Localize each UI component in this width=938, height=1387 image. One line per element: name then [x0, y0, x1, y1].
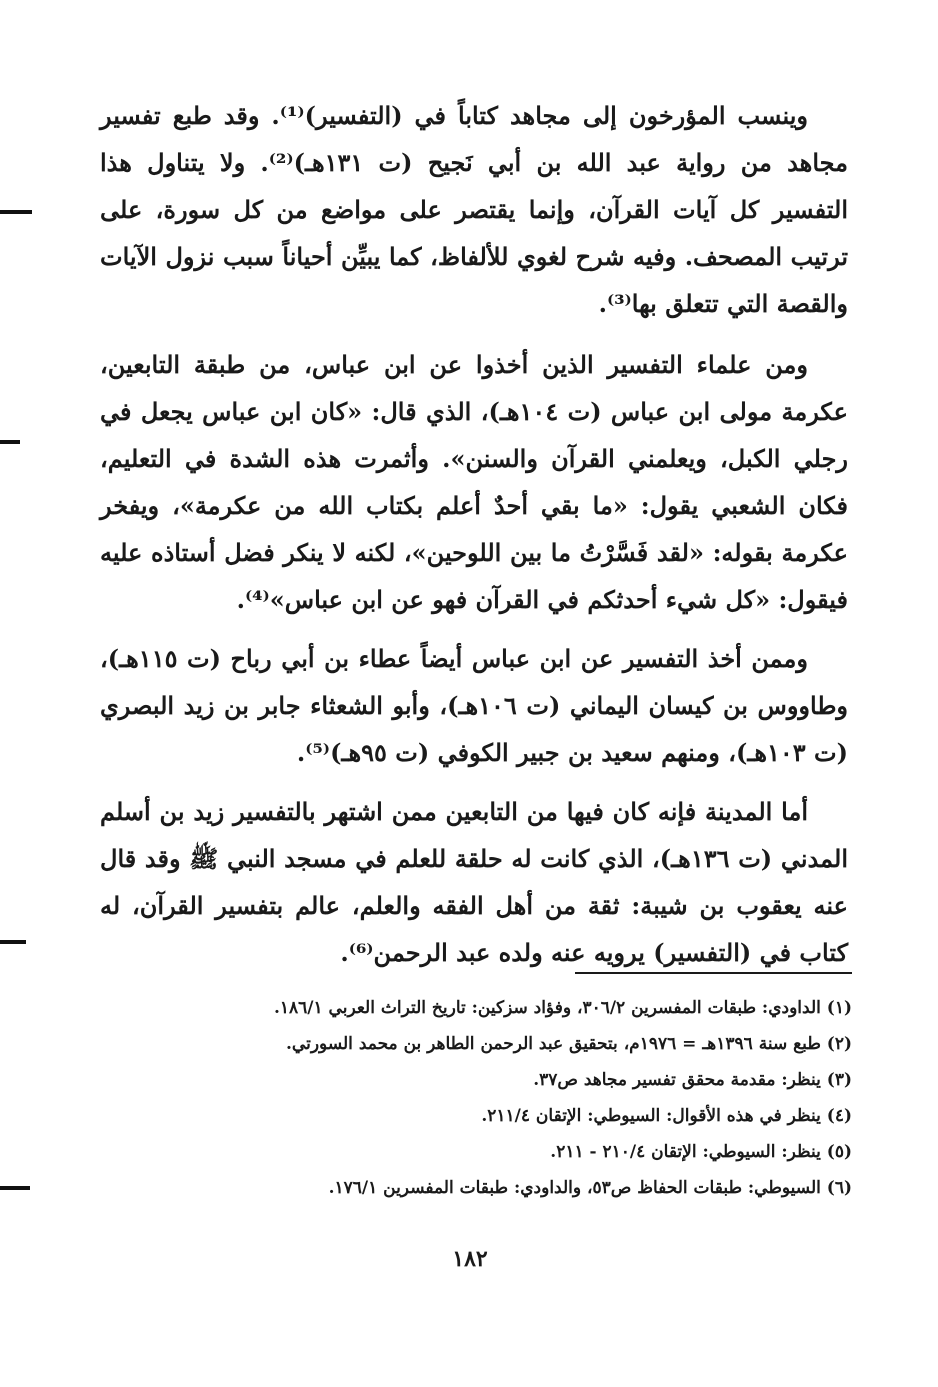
footnote-2: (٢) طبع سنة ١٣٩٦هـ = ١٩٧٦م، بتحقيق عبد الرحمن الطاهر بن محمد السورتي.: [286, 1034, 852, 1054]
page-number: ١٨٢: [452, 1246, 488, 1272]
paragraph-3: وممن أخذ التفسير عن ابن عباس أيضاً عطاء بن أبي رباح (ت ١١٥هـ)، وطاووس بن كيسان اليماني (ت ١٠٦هـ)، وأبو الشعثاء جابر بن زيد البصري (ت ١٠٣هـ)، ومنهم سعيد بن جبير الكوفي (ت ٩٥هـ)⁽⁵⁾.: [100, 644, 849, 767]
paragraph-2: ومن علماء التفسير الذين أخذوا عن ابن عباس، من طبقة التابعين، عكرمة مولى ابن عباس (ت ١٠٤هـ)، الذي قال: «كان ابن عباس يجعل في رجلي الكبل، ويعلمني القرآن والسنن». وأثمرت هذه الشدة في التعليم، فكان الشعبي يقول: «ما بقي أحدٌ أعلم بكتاب الله من عكرمة»، ويفخر عكرمة بقوله: «لقد فَسَّرْتُ ما بين اللوحين»، لكنه لا ينكر فضل أستاذه عليه فيقول: «كل شيء أحدثكم في القرآن فهو عن ابن عباس»⁽⁴⁾.: [100, 350, 849, 614]
footnotes: [140, 990, 852, 1206]
footnote-4: (٤) ينظر في هذه الأقوال: السيوطي: الإتقان ٢١١/٤.: [481, 1106, 852, 1126]
margin-mark: [0, 1186, 30, 1190]
footnote-divider: [575, 972, 852, 974]
footnote-3: (٣) ينظر: مقدمة محقق تفسير مجاهد ص٣٧.: [533, 1070, 852, 1090]
margin-mark: [0, 440, 20, 444]
footnote-6: (٦) السيوطي: طبقات الحفاظ ص٥٣، والداودي: طبقات المفسرين ١٧٦/١.: [328, 1178, 852, 1198]
body-text: [100, 92, 848, 988]
margin-mark: [0, 210, 32, 214]
paragraph-4: أما المدينة فإنه كان فيها من التابعين ممن اشتهر بالتفسير زيد بن أسلم المدني (ت ١٣٦هـ)، الذي كانت له حلقة للعلم في مسجد النبي ﷺ وقد قال عنه يعقوب بن شيبة: ثقة من أهل الفقه والعلم، عالم بتفسير القرآن، له كتاب في (التفسير) يرويه عنه ولده عبد الرحمن⁽⁶⁾.: [100, 797, 849, 967]
paragraph-1: وينسب المؤرخون إلى مجاهد كتاباً في (التفسير)⁽¹⁾. وقد طبع تفسير مجاهد من رواية عبد الله بن أبي نَجيح (ت ١٣١هـ)⁽²⁾. ولا يتناول هذا التفسير كل آيات القرآن، وإنما يقتصر على مواضع من كل سورة، على ترتيب المصحف. وفيه شرح لغوي للألفاظ، كما يبيِّن أحياناً سبب نزول الآيات والقصة التي تتعلق بها⁽³⁾.: [100, 101, 849, 318]
margin-mark: [0, 940, 26, 944]
footnote-5: (٥) ينظر: السيوطي: الإتقان ٢١٠/٤ - ٢١١.: [550, 1142, 852, 1162]
footnote-1: (١) الداودي: طبقات المفسرين ٣٠٦/٢، وفؤاد سزكين: تاريخ التراث العربي ١٨٦/١.: [273, 998, 852, 1018]
